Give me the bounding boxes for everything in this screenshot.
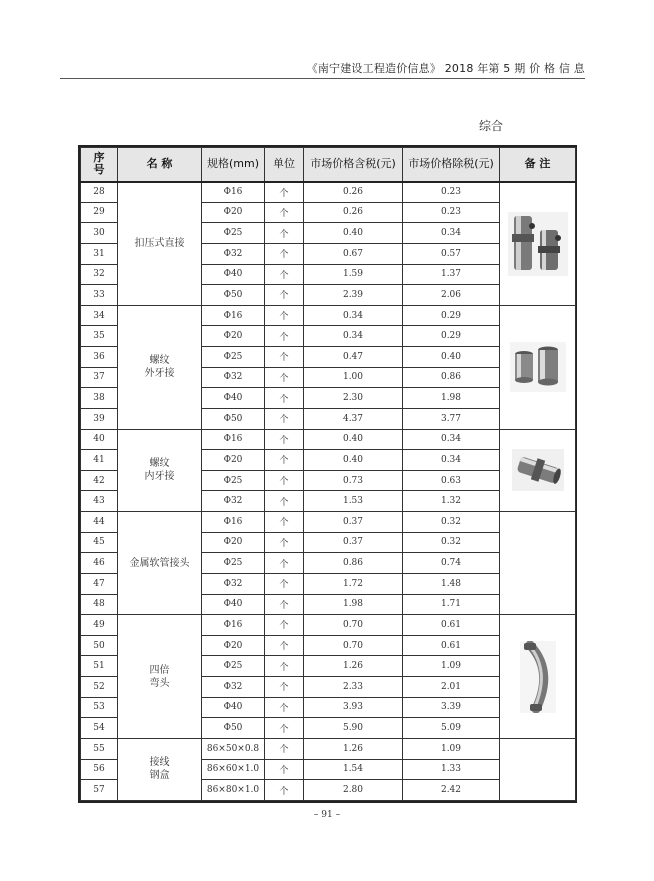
row-index: 38 [81, 388, 118, 409]
price-tax-cell: 1.53 [304, 491, 403, 512]
row-index: 53 [81, 697, 118, 718]
price-tax-cell: 0.34 [304, 305, 403, 326]
row-index: 43 [81, 491, 118, 512]
spec-cell: Φ20 [202, 450, 265, 471]
col-header-price-notax: 市场价格除税(元) [403, 148, 500, 182]
item-name-line: 螺纹 [149, 355, 170, 367]
price-notax-cell: 0.23 [403, 182, 500, 203]
row-index: 42 [81, 470, 118, 491]
header-rule [60, 78, 585, 79]
price-tax-cell: 1.26 [304, 656, 403, 677]
spec-cell: Φ32 [202, 573, 265, 594]
price-table-frame [78, 145, 577, 803]
unit-cell: 个 [265, 573, 304, 594]
note-cell [500, 738, 576, 800]
unit-cell: 个 [265, 615, 304, 636]
item-name-line: 螺纹 [149, 458, 170, 470]
unit-cell: 个 [265, 532, 304, 553]
price-tax-cell: 0.37 [304, 532, 403, 553]
unit-cell: 个 [265, 738, 304, 759]
col-header-index-text: 序号 [93, 151, 105, 177]
price-tax-cell: 3.93 [304, 697, 403, 718]
price-notax-cell: 0.34 [403, 223, 500, 244]
price-tax-cell: 0.86 [304, 553, 403, 574]
price-tax-cell: 0.40 [304, 223, 403, 244]
spec-cell: Φ20 [202, 326, 265, 347]
col-header-note: 备 注 [500, 148, 576, 182]
spec-cell: 86×60×1.0 [202, 759, 265, 780]
straight-coupling-photo [500, 212, 575, 276]
unit-cell: 个 [265, 677, 304, 698]
price-notax-cell: 1.32 [403, 491, 500, 512]
item-name [118, 182, 202, 306]
spec-cell: Φ20 [202, 532, 265, 553]
table-row [81, 615, 576, 636]
spec-cell: Φ32 [202, 491, 265, 512]
spec-cell: Φ16 [202, 429, 265, 450]
spec-cell: Φ50 [202, 718, 265, 739]
row-index: 35 [81, 326, 118, 347]
note-cell [500, 305, 576, 429]
unit-cell: 个 [265, 202, 304, 223]
unit-cell: 个 [265, 182, 304, 203]
spec-cell: Φ25 [202, 656, 265, 677]
row-index: 36 [81, 347, 118, 368]
unit-cell: 个 [265, 470, 304, 491]
row-index: 55 [81, 738, 118, 759]
unit-cell: 个 [265, 718, 304, 739]
price-tax-cell: 0.26 [304, 182, 403, 203]
row-index: 52 [81, 677, 118, 698]
price-tax-cell: 1.72 [304, 573, 403, 594]
price-notax-cell: 1.09 [403, 738, 500, 759]
unit-cell: 个 [265, 759, 304, 780]
item-name-line: 内牙接 [144, 471, 175, 483]
unit-cell: 个 [265, 305, 304, 326]
price-tax-cell: 0.40 [304, 450, 403, 471]
price-tax-cell: 2.33 [304, 677, 403, 698]
male-thread-connector-photo [500, 342, 575, 392]
row-index: 57 [81, 780, 118, 801]
spec-cell: Φ16 [202, 615, 265, 636]
item-name-line: 四倍 [149, 664, 170, 676]
unit-cell: 个 [265, 553, 304, 574]
item-name-line: 钢盒 [149, 770, 170, 782]
row-index: 34 [81, 305, 118, 326]
item-name-line: 扣压式直接 [134, 238, 185, 250]
price-notax-cell: 1.71 [403, 594, 500, 615]
female-thread-connector-photo [500, 449, 575, 491]
row-index: 28 [81, 182, 118, 203]
item-name-line: 弯头 [149, 677, 170, 689]
unit-cell: 个 [265, 408, 304, 429]
row-index: 46 [81, 553, 118, 574]
price-notax-cell: 0.74 [403, 553, 500, 574]
price-notax-cell: 0.34 [403, 450, 500, 471]
spec-cell: Φ32 [202, 243, 265, 264]
spec-cell: Φ40 [202, 264, 265, 285]
row-index: 32 [81, 264, 118, 285]
unit-cell: 个 [265, 780, 304, 801]
spec-cell: Φ25 [202, 553, 265, 574]
price-tax-cell: 0.70 [304, 615, 403, 636]
row-index: 37 [81, 367, 118, 388]
price-notax-cell: 3.77 [403, 408, 500, 429]
price-notax-cell: 0.86 [403, 367, 500, 388]
row-index: 30 [81, 223, 118, 244]
price-notax-cell: 0.57 [403, 243, 500, 264]
spec-cell: Φ40 [202, 594, 265, 615]
item-name [118, 512, 202, 615]
table-row [81, 429, 576, 450]
row-index: 31 [81, 243, 118, 264]
unit-cell: 个 [265, 223, 304, 244]
col-header-price-tax: 市场价格含税(元) [304, 148, 403, 182]
item-name-line: 外牙接 [144, 368, 175, 380]
spec-cell: Φ25 [202, 347, 265, 368]
price-notax-cell: 0.23 [403, 202, 500, 223]
row-index: 51 [81, 656, 118, 677]
bend-elbow-photo [500, 641, 575, 713]
spec-cell: Φ32 [202, 677, 265, 698]
price-tax-cell: 0.70 [304, 635, 403, 656]
price-notax-cell: 0.32 [403, 532, 500, 553]
spec-cell: Φ16 [202, 305, 265, 326]
price-notax-cell: 0.61 [403, 635, 500, 656]
spec-cell: Φ40 [202, 388, 265, 409]
price-tax-cell: 2.39 [304, 285, 403, 306]
row-index: 41 [81, 450, 118, 471]
header-title: 《南宁建设工程造价信息》 2018 年第 5 期 价 格 信 息 [306, 62, 585, 75]
item-name [118, 615, 202, 739]
col-header-unit: 单位 [265, 148, 304, 182]
spec-cell: Φ50 [202, 408, 265, 429]
unit-cell: 个 [265, 347, 304, 368]
unit-cell: 个 [265, 656, 304, 677]
row-index: 49 [81, 615, 118, 636]
price-notax-cell: 2.01 [403, 677, 500, 698]
unit-cell: 个 [265, 512, 304, 533]
table-header-row [81, 148, 576, 182]
spec-cell: 86×50×0.8 [202, 738, 265, 759]
price-notax-cell: 3.39 [403, 697, 500, 718]
item-name [118, 305, 202, 429]
price-tax-cell: 1.54 [304, 759, 403, 780]
col-header-name: 名 称 [118, 148, 202, 182]
price-notax-cell: 0.32 [403, 512, 500, 533]
price-tax-cell: 4.37 [304, 408, 403, 429]
price-notax-cell: 2.06 [403, 285, 500, 306]
price-tax-cell: 2.80 [304, 780, 403, 801]
row-index: 29 [81, 202, 118, 223]
section-label: 综合 [479, 119, 504, 133]
table-row [81, 182, 576, 203]
price-tax-cell: 0.73 [304, 470, 403, 491]
note-cell [500, 615, 576, 739]
price-notax-cell: 0.29 [403, 326, 500, 347]
spec-cell: Φ40 [202, 697, 265, 718]
price-tax-cell: 1.59 [304, 264, 403, 285]
price-notax-cell: 1.37 [403, 264, 500, 285]
row-index: 47 [81, 573, 118, 594]
col-header-index [81, 148, 118, 182]
table-row [81, 738, 576, 759]
note-cell [500, 429, 576, 512]
row-index: 39 [81, 408, 118, 429]
price-notax-cell: 1.09 [403, 656, 500, 677]
spec-cell: Φ20 [202, 635, 265, 656]
row-index: 56 [81, 759, 118, 780]
spec-cell: Φ20 [202, 202, 265, 223]
row-index: 40 [81, 429, 118, 450]
spec-cell: Φ16 [202, 182, 265, 203]
page-number: – 91 – [313, 810, 341, 820]
spec-cell: Φ25 [202, 223, 265, 244]
price-tax-cell: 1.26 [304, 738, 403, 759]
price-notax-cell: 5.09 [403, 718, 500, 739]
note-cell [500, 182, 576, 306]
running-header [60, 60, 585, 78]
row-index: 45 [81, 532, 118, 553]
price-notax-cell: 1.33 [403, 759, 500, 780]
price-tax-cell: 0.67 [304, 243, 403, 264]
unit-cell: 个 [265, 594, 304, 615]
price-tax-cell: 1.98 [304, 594, 403, 615]
unit-cell: 个 [265, 285, 304, 306]
table-row [81, 512, 576, 533]
price-notax-cell: 2.42 [403, 780, 500, 801]
unit-cell: 个 [265, 429, 304, 450]
price-notax-cell: 0.63 [403, 470, 500, 491]
spec-cell: Φ16 [202, 512, 265, 533]
price-notax-cell: 0.29 [403, 305, 500, 326]
price-tax-cell: 0.26 [304, 202, 403, 223]
price-tax-cell: 2.30 [304, 388, 403, 409]
unit-cell: 个 [265, 367, 304, 388]
row-index: 33 [81, 285, 118, 306]
spec-cell: Φ50 [202, 285, 265, 306]
spec-cell: Φ32 [202, 367, 265, 388]
price-tax-cell: 5.90 [304, 718, 403, 739]
table-row [81, 305, 576, 326]
unit-cell: 个 [265, 388, 304, 409]
price-table [80, 147, 576, 801]
unit-cell: 个 [265, 635, 304, 656]
unit-cell: 个 [265, 697, 304, 718]
table-body [81, 182, 576, 801]
row-index: 50 [81, 635, 118, 656]
price-notax-cell: 0.34 [403, 429, 500, 450]
price-notax-cell: 0.61 [403, 615, 500, 636]
spec-cell: 86×80×1.0 [202, 780, 265, 801]
price-notax-cell: 1.48 [403, 573, 500, 594]
price-tax-cell: 0.34 [304, 326, 403, 347]
price-tax-cell: 1.00 [304, 367, 403, 388]
price-tax-cell: 0.37 [304, 512, 403, 533]
unit-cell: 个 [265, 243, 304, 264]
spec-cell: Φ25 [202, 470, 265, 491]
item-name [118, 429, 202, 512]
unit-cell: 个 [265, 264, 304, 285]
price-notax-cell: 0.40 [403, 347, 500, 368]
row-index: 48 [81, 594, 118, 615]
price-tax-cell: 0.47 [304, 347, 403, 368]
unit-cell: 个 [265, 450, 304, 471]
unit-cell: 个 [265, 326, 304, 347]
row-index: 44 [81, 512, 118, 533]
col-header-spec: 规格(mm) [202, 148, 265, 182]
unit-cell: 个 [265, 491, 304, 512]
item-name-line: 接线 [149, 757, 170, 769]
price-notax-cell: 1.98 [403, 388, 500, 409]
row-index: 54 [81, 718, 118, 739]
item-name [118, 738, 202, 800]
item-name-line: 金属软管接头 [129, 557, 190, 569]
price-tax-cell: 0.40 [304, 429, 403, 450]
note-cell [500, 512, 576, 615]
